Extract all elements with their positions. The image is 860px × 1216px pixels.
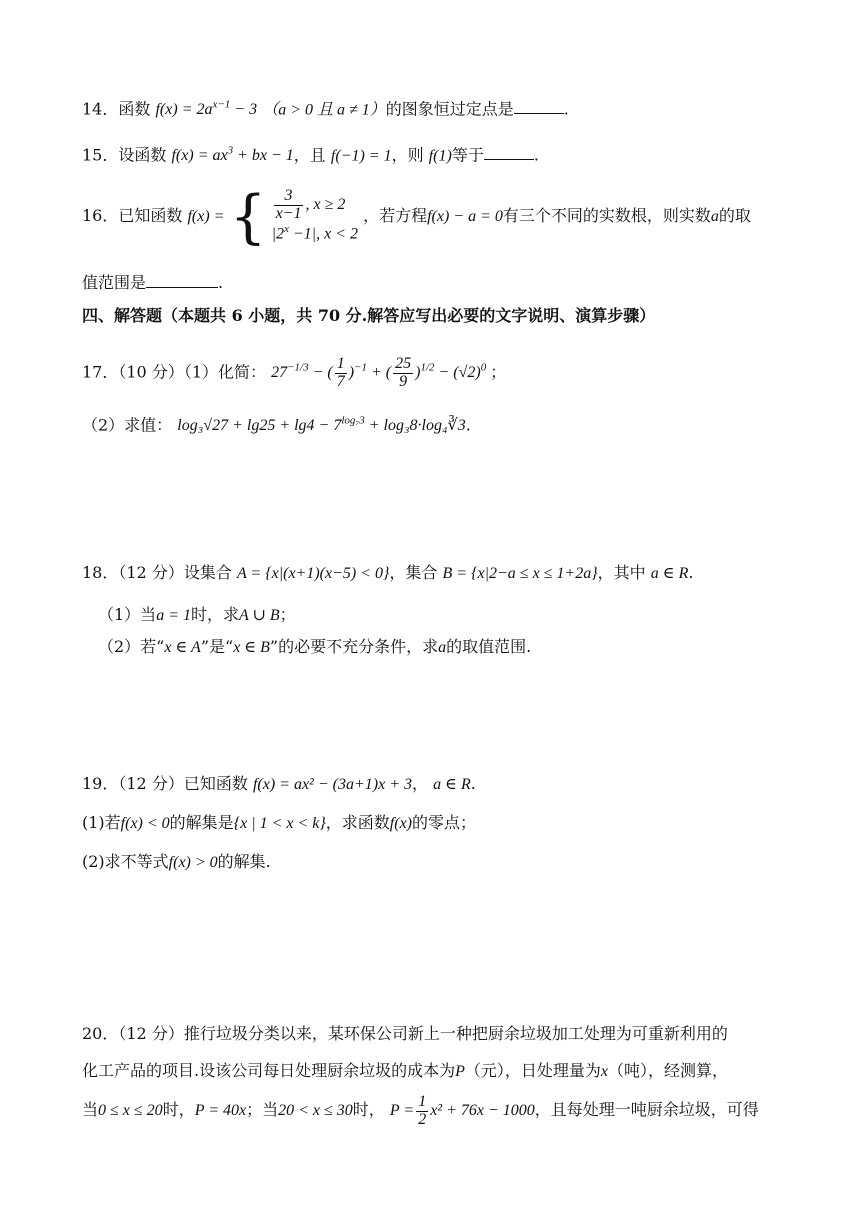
formula: P = 40x <box>194 1102 247 1119</box>
function-expression: f(x) = <box>187 208 225 225</box>
question-17-part-2 <box>82 410 471 437</box>
question-text: 的取 <box>718 206 751 225</box>
question-text: ；当 <box>246 1100 279 1119</box>
piecewise-cases <box>272 188 358 246</box>
question-text: 设集合 <box>183 563 232 582</box>
question-16-line-2 <box>82 272 223 294</box>
semicolon: ； <box>490 362 507 382</box>
question-text: 的解集是 <box>169 813 234 832</box>
question-18 <box>82 562 693 585</box>
question-text: 值范围是 <box>82 273 147 292</box>
part-label: （1）化简： <box>183 362 267 382</box>
question-text: 的零点； <box>412 813 477 832</box>
part-label: （1）当 <box>98 605 157 624</box>
function-expression: $f(x) = 2a^{x-1} - 3$ <box>155 99 258 119</box>
section-heading: 四、解答题（本题共 6 小题，共 70 分.解答应写出必要的文字说明、演算步骤） <box>82 306 656 325</box>
answer-blank[interactable] <box>484 144 534 160</box>
period: . <box>218 273 224 292</box>
question-number: 18． <box>82 563 119 582</box>
question-19 <box>82 773 476 796</box>
question-text: ”的必要不充分条件，求 <box>269 637 439 656</box>
question-text: ， <box>411 774 428 793</box>
condition: （a > 0 且 a ≠ 1） <box>262 101 386 119</box>
condition: x ∈ A <box>164 639 201 656</box>
period: . <box>533 145 539 165</box>
score: （12 分） <box>118 1024 184 1043</box>
question-18-part-1 <box>98 604 296 627</box>
question-text: 等于 <box>451 145 484 165</box>
function-expression: f(x) = ax² − (3a+1)x + 3 <box>252 776 412 793</box>
function-name: f(x) <box>389 815 412 832</box>
inequality: f(x) < 0 <box>120 815 170 832</box>
part-label: （2）求值： <box>82 415 173 435</box>
period: . <box>563 99 569 119</box>
question-text: 的图象恒过定点是 <box>385 99 514 119</box>
period: . <box>465 415 471 435</box>
asked-value: f(1) <box>428 147 452 165</box>
range: 0 ≤ x ≤ 20 <box>98 1102 163 1119</box>
question-text: ，求函数 <box>325 813 390 832</box>
question-number: 14． <box>82 99 119 119</box>
question-text: 时， <box>162 1100 195 1119</box>
answer-blank[interactable] <box>514 98 564 114</box>
inequality: f(x) > 0 <box>168 854 218 871</box>
question-text: 已知函数 <box>183 774 248 793</box>
question-text: 时，求 <box>190 605 239 624</box>
condition: f(−1) = 1 <box>330 147 392 165</box>
question-text: 时， <box>352 1100 385 1119</box>
case-2: $|2^x -1|$, x < 2 <box>271 223 358 243</box>
question-20-line-2 <box>82 1060 728 1083</box>
question-text: ，若方程 <box>363 206 428 225</box>
question-text: ，且 <box>293 145 326 165</box>
case-1: $\frac{3}{x-1}$ , x ≥ 2 <box>275 186 346 222</box>
question-text: ，则 <box>391 145 424 165</box>
question-19-part-2 <box>82 851 271 874</box>
question-text: 推行垃圾分类以来，某环保公司新上一种把厨余垃圾加工处理为可重新利用的 <box>183 1024 728 1043</box>
question-17 <box>82 346 506 395</box>
formula: P = $\frac{1}{2}$ x² + 76x − 1000 <box>389 1093 535 1128</box>
expression-2: $\log_3√27 + \lg 25 + \lg 4 - 7^{log_73}$ + log₃8·log₄∛3 <box>177 415 466 435</box>
function-expression: $f(x) = ax^3$ + bx − 1 <box>171 145 294 165</box>
question-number: 20． <box>82 1024 119 1043</box>
variable: x <box>600 1063 608 1080</box>
part-label: （2）若“ <box>98 637 165 656</box>
asked-value: A ∪ B <box>239 607 280 624</box>
question-text: 的取值范围. <box>446 637 532 656</box>
question-text: 设函数 <box>118 145 167 165</box>
question-number: 19． <box>82 774 119 793</box>
question-text: ”是“ <box>200 637 234 656</box>
variable: a <box>710 208 719 225</box>
question-14 <box>82 94 569 121</box>
range: 20 < x ≤ 30 <box>278 1102 353 1119</box>
question-text: 已知函数 <box>118 206 183 225</box>
set-a: A = {x|(x+1)(x−5) < 0} <box>236 565 390 582</box>
period: . <box>470 774 476 793</box>
question-text: 当 <box>82 1100 99 1119</box>
question-20 <box>82 1023 728 1045</box>
part-label: (1)若 <box>82 813 121 832</box>
question-text: 有三个不同的实数根，则实数 <box>502 206 711 225</box>
variable: P <box>455 1063 465 1080</box>
question-text: ，集合 <box>389 563 438 582</box>
question-18-part-2 <box>98 636 531 659</box>
condition: x ∈ B <box>233 639 270 656</box>
question-text: 化工产品的项目.设该公司每日处理厨余垃圾的成本为 <box>82 1061 456 1080</box>
solution-set: {x | 1 < x < k} <box>233 815 326 832</box>
answer-blank[interactable] <box>146 272 218 288</box>
equation: f(x) − a = 0 <box>427 208 503 225</box>
question-text: （吨），经测算， <box>608 1061 729 1080</box>
question-text: ，其中 <box>597 563 646 582</box>
question-15 <box>82 140 539 167</box>
question-number: 16． <box>82 206 119 225</box>
question-number: 15． <box>82 145 119 165</box>
question-20-line-3 <box>82 1088 759 1133</box>
condition: a = 1 <box>156 607 191 624</box>
question-19-part-1 <box>82 812 476 835</box>
domain: a ∈ R <box>650 565 689 582</box>
part-label: (2)求不等式 <box>82 852 169 871</box>
score: （10 分） <box>118 362 184 382</box>
question-text: （元），日处理量为 <box>464 1061 601 1080</box>
domain: a ∈ R <box>433 776 471 793</box>
period: . <box>688 563 694 582</box>
question-number: 17． <box>82 362 119 382</box>
question-16 <box>82 180 751 256</box>
question-text: 函数 <box>118 99 151 119</box>
set-b: B = {x|2−a ≤ x ≤ 1+2a} <box>442 565 598 582</box>
expression-1: $27^{-1/3}$ − ( $\frac{1}{7}$ )$^{-1}$ + ( $\frac{25}{9}$ )$^{1/2} - (√2)^0$ <box>271 355 487 391</box>
question-text: 的解集. <box>217 852 271 871</box>
question-text: ，且每处理一吨厨余垃圾，可得 <box>534 1100 759 1119</box>
piecewise-brace: { <box>229 182 267 251</box>
variable: a <box>438 639 447 656</box>
score: （12 分） <box>118 563 184 582</box>
semicolon: ； <box>279 605 296 624</box>
score: （12 分） <box>118 774 184 793</box>
